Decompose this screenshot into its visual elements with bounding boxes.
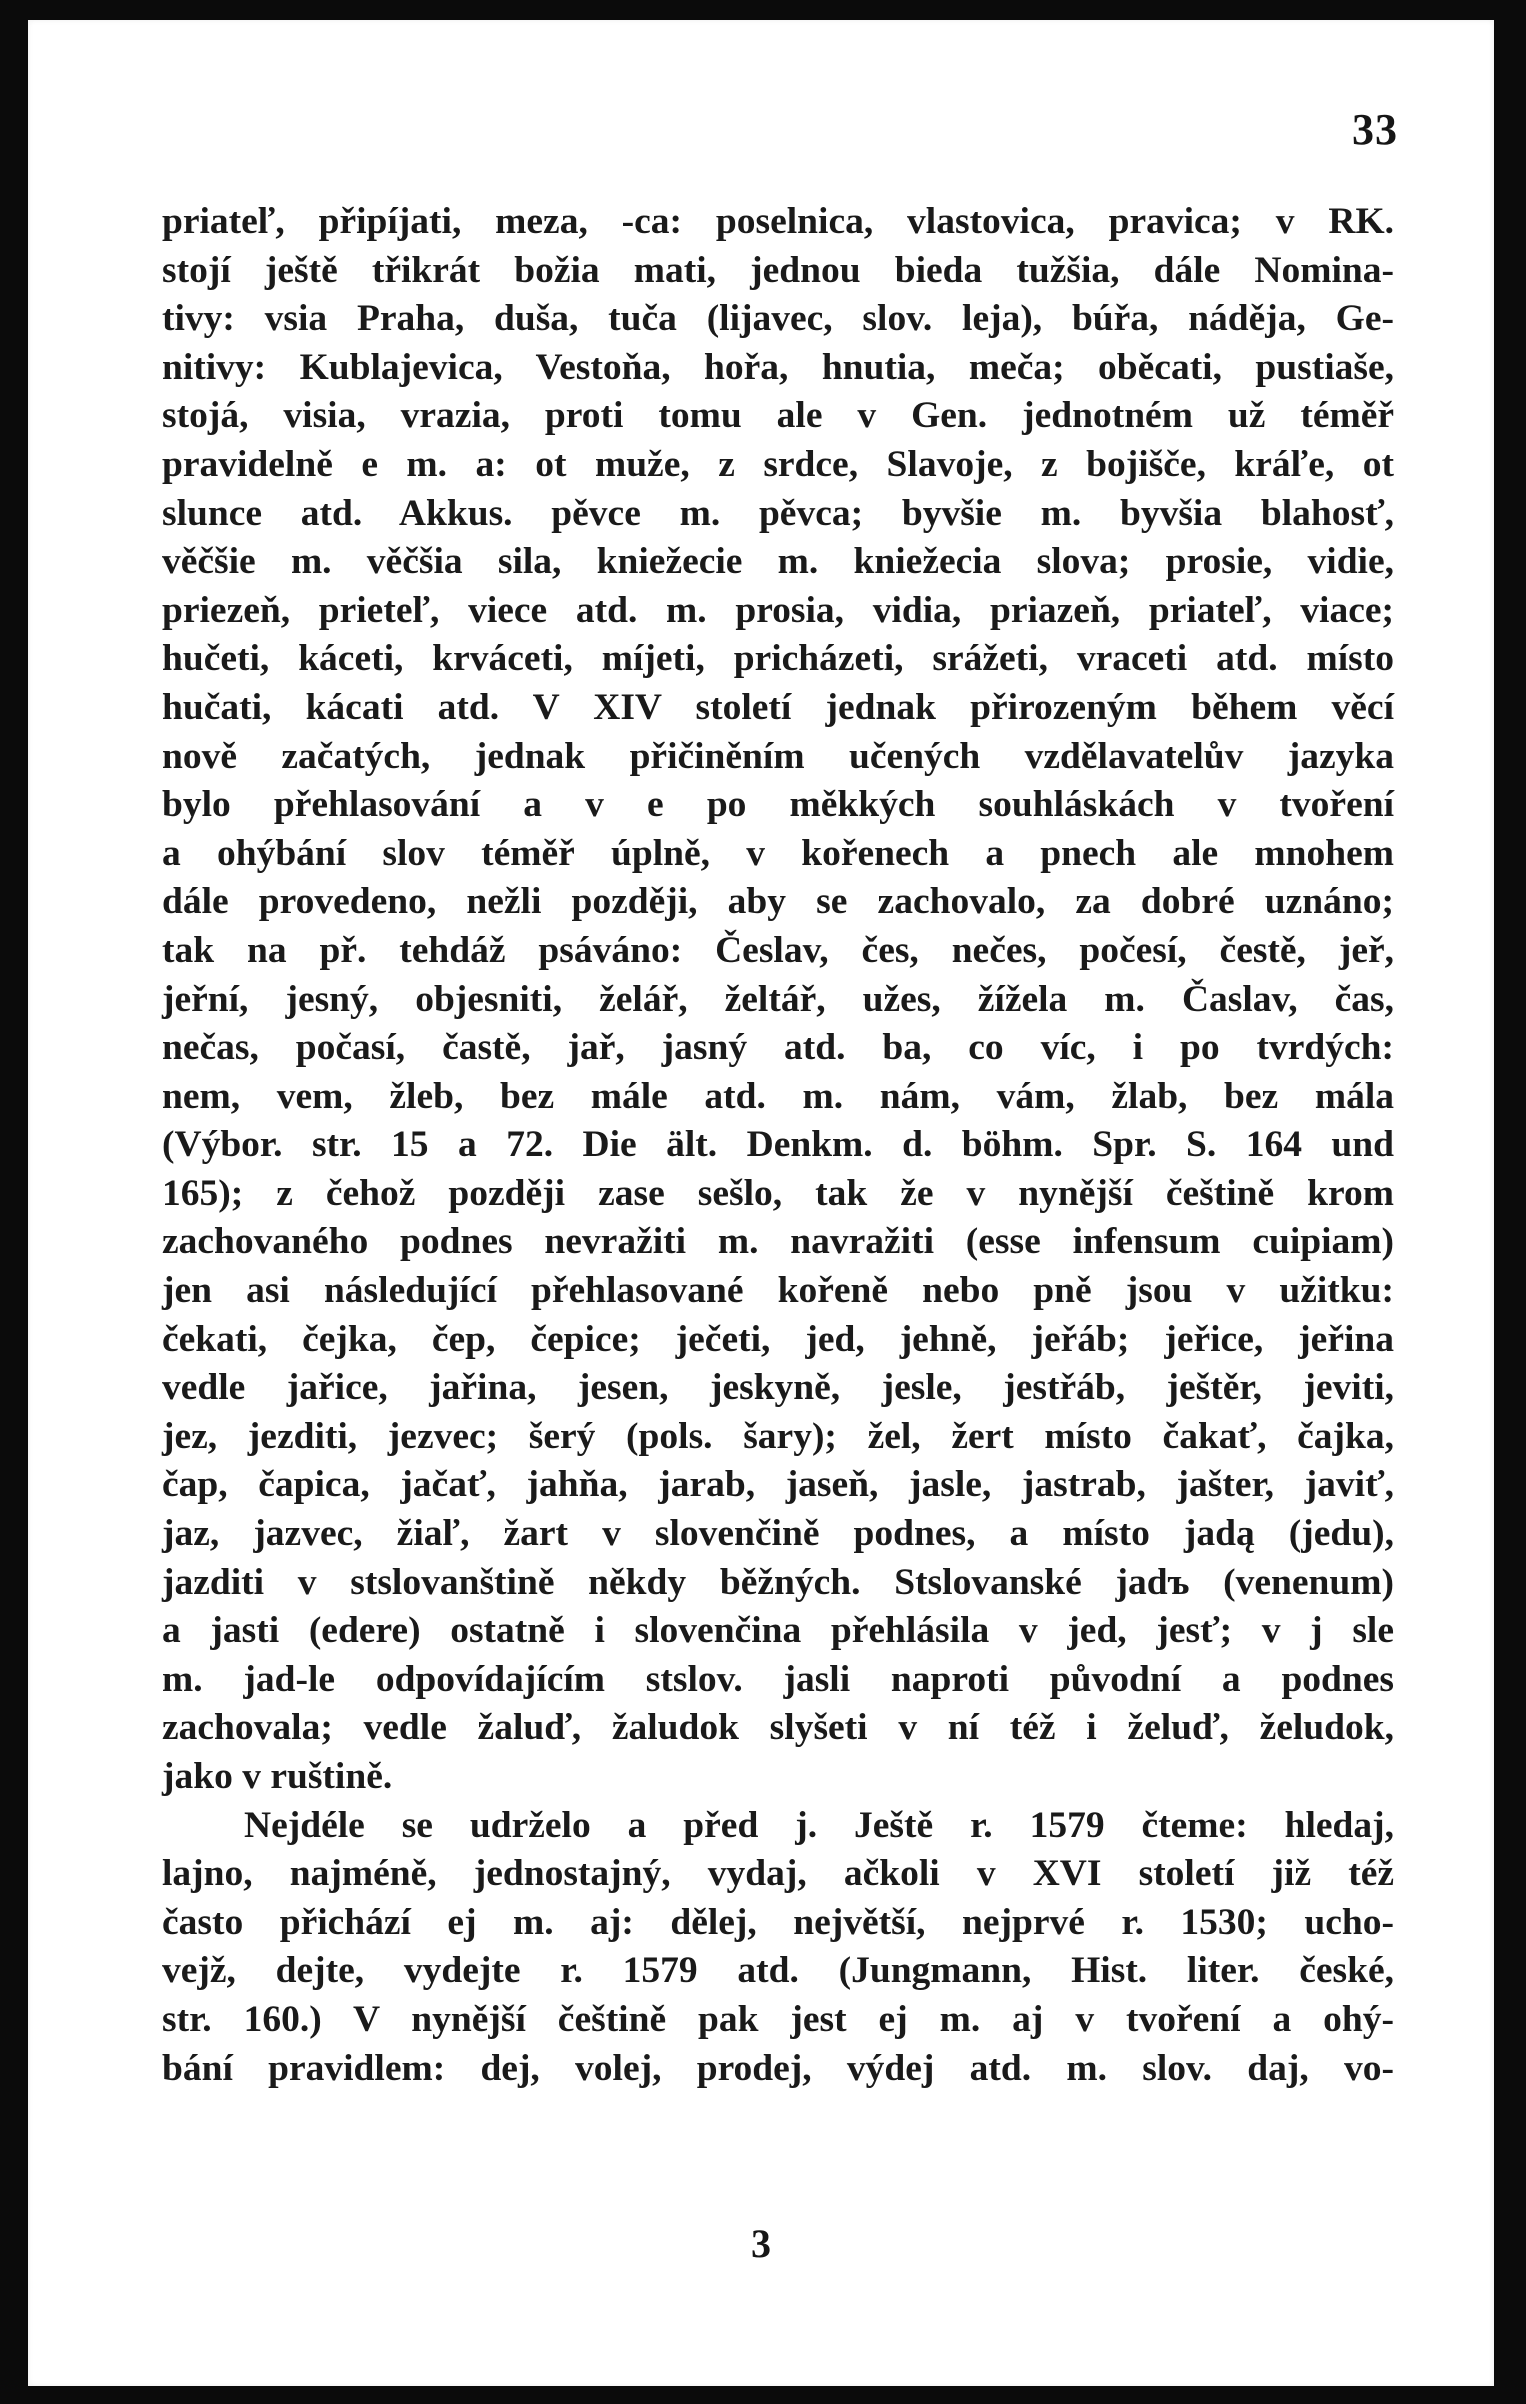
text-line: bylo přehlasování a v e po měkkých souhláskách v tvoření — [162, 784, 1394, 826]
book-page — [28, 20, 1494, 2386]
text-line: stojí ještě třikrát božia mati, jednou bieda tužšia, dále Nomina- — [162, 249, 1394, 291]
text-line: čap, čapica, jačať, jahňa, jarab, jaseň, jasle, jastrab, jašter, javiť, — [162, 1464, 1394, 1506]
text-line: nem, vem, žleb, bez mále atd. m. nám, vám, žlab, bez mála — [162, 1075, 1394, 1117]
text-line: zachovala; vedle žaluď, žaludok slyšeti v ní též i želuď, želudok, — [162, 1707, 1394, 1749]
text-line: jez, jezditi, jezvec; šerý (pols. šary); žel, žert místo čakať, čajka, — [162, 1415, 1394, 1457]
text-line: nitivy: Kublajevica, Vestoňa, hořa, hnutia, meča; oběcati, pustiaše, — [162, 346, 1394, 388]
text-line: stojá, visia, vrazia, proti tomu ale v Gen. jednotném už téměř — [162, 395, 1394, 437]
text-line: priezeň, prieteľ, viece atd. m. prosia, vidia, priazeň, priateľ, viace; — [162, 589, 1394, 631]
text-line: jaz, jazvec, žiaľ, žart v slovenčině podnes, a místo jadą (jedu), — [162, 1513, 1394, 1555]
text-line: str. 160.) V nynější češtině pak jest ej m. aj v tvoření a ohý- — [162, 1998, 1394, 2040]
text-line: dále provedeno, nežli později, aby se zachovalo, za dobré uznáno; — [162, 881, 1394, 923]
text-line: a jasti (edere) ostatně i slovenčina přehlásila v jed, jesť; v j sle — [162, 1610, 1394, 1652]
text-line: tivy: vsia Praha, duša, tuča (lijavec, slov. leja), búřa, náděja, Ge- — [162, 298, 1394, 340]
text-line: hučati, kácati atd. V XIV století jednak přirozeným během věcí — [162, 686, 1394, 728]
text-line: slunce atd. Akkus. pěvce m. pěvca; byvšie m. byvšia blahosť, — [162, 492, 1394, 534]
text-line: pravidelně e m. a: ot muže, z srdce, Slavoje, z bojišče, kráľe, ot — [162, 443, 1394, 485]
text-line: nečas, počasí, častě, jař, jasný atd. ba, co víc, i po tvrdých: — [162, 1027, 1394, 1069]
body-text — [162, 198, 1394, 2093]
paragraph-end-line: jako v ruštině. — [162, 1756, 393, 1797]
text-line: zachovaného podnes nevražiti m. navražiti (esse infensum cuipiam) — [162, 1221, 1394, 1263]
text-line: vedle jařice, jařina, jesen, jeskyně, jesle, jestřáb, ještěr, jeviti, — [162, 1367, 1394, 1409]
text-line: nově začatých, jednak přičiněním učených vzdělavatelův jazyka — [162, 735, 1394, 777]
text-line: tak na př. tehdáž psáváno: Česlav, čes, nečes, počesí, čestě, jeř, — [162, 929, 1394, 971]
text-line: priateľ, připíjati, meza, -ca: poselnica, vlastovica, pravica; v RK. — [162, 201, 1394, 242]
text-line: jen asi následující přehlasované kořeně nebo pně jsou v užitku: — [162, 1270, 1394, 1312]
text-line: vejž, dejte, vydejte r. 1579 atd. (Jungmann, Hist. liter. české, — [162, 1950, 1394, 1992]
text-line: čekati, čejka, čep, čepice; ječeti, jed, jehně, jeřáb; jeřice, jeřina — [162, 1318, 1394, 1360]
text-line: jeřní, jesný, objesniti, želář, želtář, užes, žížela m. Časlav, čas, — [162, 978, 1394, 1020]
text-line: a ohýbání slov téměř úplně, v kořenech a pnech ale mnohem — [162, 832, 1394, 874]
text-line: m. jad-le odpovídajícím stslov. jasli naproti původní a podnes — [162, 1658, 1394, 1700]
text-line: (Výbor. str. 15 a 72. Die ält. Denkm. d. böhm. Spr. S. 164 und — [162, 1124, 1394, 1166]
paragraph-start-line: Nejdéle se udrželo a před j. Ještě r. 1579 čteme: hledaj, — [244, 1804, 1394, 1846]
text-line: 165); z čehož později zase sešlo, tak že v nynější češtině krom — [162, 1172, 1394, 1214]
page-number: 33 — [1352, 105, 1398, 154]
text-line: často přichází ej m. aj: dělej, největší, nejprvé r. 1530; ucho- — [162, 1901, 1394, 1943]
text-line: lajno, najméně, jednostajný, vydaj, ačkoli v XVI století již též — [162, 1853, 1394, 1895]
text-line: bání pravidlem: dej, volej, prodej, výdej atd. m. slov. daj, vo- — [162, 2047, 1394, 2089]
text-line: hučeti, káceti, krváceti, míjeti, pricházeti, srážeti, vraceti atd. místo — [162, 638, 1394, 680]
text-line: jazditi v stslovanštině někdy běžných. Stslovanské jadъ (venenum) — [162, 1561, 1394, 1603]
text-line: věčšie m. věčšia sila, kniežecie m. kniežecia slova; prosie, vidie, — [162, 541, 1394, 583]
signature-mark: 3 — [751, 2221, 771, 2266]
